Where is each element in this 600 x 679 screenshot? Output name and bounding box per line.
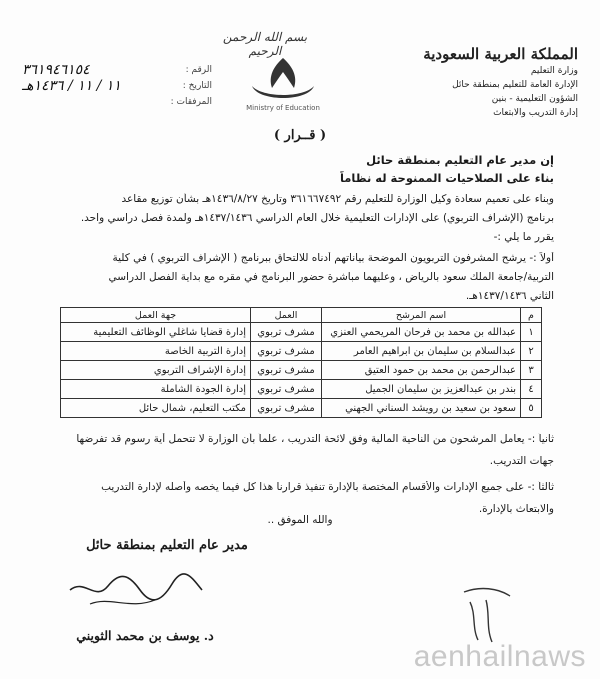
intro-line-3: وبناء على تعميم سعادة وكيل الوزارة للتعليم رقم ٣٦١٦٦٧٤٩٢ وتاريخ ١٤٣٦/٨/٢٧هـ بشأن توزيع مقاعد	[121, 193, 554, 205]
row-num: ٤	[521, 380, 542, 399]
intro-line-5: يقرر ما يلي :-	[493, 231, 554, 243]
affairs-name: الشؤون التعليمية - بنين	[491, 94, 578, 104]
intro-line-1: إن مدير عام التعليم بمنطقة حائل	[366, 153, 554, 167]
stamp-signature	[452, 578, 522, 648]
row-dept: إدارة الجودة الشاملة	[61, 380, 251, 399]
item1-line-2: التربية/جامعة الملك سعود بالرياض ، وعليهما مباشرة حضور البرنامج في مقره مع بداية الفصل الدراسي	[108, 271, 554, 283]
item1-line-3: الثاني ١٤٣٧/١٤٣٦هـ.	[465, 290, 554, 302]
item3-line-1: ثالثاً :- على جميع الإدارات والأقسام المختصة بالإدارة تنفيذ قرارنا هذا كل فيما يخصه وأصله لإدارة التدريب	[101, 481, 554, 493]
row-dept: إدارة التربية الخاصة	[61, 342, 251, 361]
nominees-table	[60, 307, 542, 418]
row-work: مشرف تربوي	[251, 361, 322, 380]
row-work: مشرف تربوي	[251, 323, 322, 342]
reference-block	[22, 62, 212, 110]
document-title: ( قــرار )	[273, 128, 327, 143]
row-num: ٣	[521, 361, 542, 380]
item2-line-1: ثانياً :- يعامل المرشحون من الناحية المالية وفق لائحة التدريب ، علماً بأن الوزارة لا تتحمل أية رسوم قد تفرضها	[76, 433, 554, 445]
row-num: ١	[521, 323, 542, 342]
col-num-header: م	[521, 308, 542, 323]
col-work-header: العمل	[251, 308, 322, 323]
intro-line-2: بناء على الصلاحيات الممنوحة له نظاماً	[339, 171, 554, 185]
item1-line-1: أولاً :- يرشح المشرفون التربويون الموضحة بياناتهم أدناه للالتحاق ببرنامج ( الإشراف التربوي ) في كلية	[112, 252, 554, 264]
row-num: ٥	[521, 399, 542, 418]
table-row	[61, 361, 542, 380]
col-name-header: اسم المرشح	[322, 308, 521, 323]
date-value: ١١ / ١١ / ١٤٣٦هـ	[22, 78, 121, 94]
row-num: ٢	[521, 342, 542, 361]
table-row	[61, 323, 542, 342]
handwritten-signature	[60, 560, 210, 620]
training-dept-name: إدارة التدريب والابتعاث	[493, 108, 578, 118]
signatory-title: مدير عام التعليم بمنطقة حائل	[86, 538, 248, 553]
col-dept-header: جهة العمل	[61, 308, 251, 323]
kingdom-name: المملكة العربية السعودية	[423, 45, 578, 63]
letterhead-right	[408, 44, 578, 120]
table-header-row	[61, 308, 542, 323]
row-name: عبدالرحمن بن محمد بن حمود العتيق	[322, 361, 521, 380]
admin-name: الإدارة العامة للتعليم بمنطقة حائل	[452, 80, 578, 90]
table-row	[61, 380, 542, 399]
logo-caption: Ministry of Education	[246, 104, 320, 112]
attach-row	[22, 94, 212, 110]
ref-value: ٣٦١٩٤٦١٥٤	[22, 62, 90, 78]
item2-line-2: جهات التدريب.	[489, 455, 554, 467]
ref-label: الرقم :	[185, 65, 212, 75]
ministry-name: وزارة التعليم	[530, 66, 578, 76]
row-name: عبدالسلام بن سليمان بن ابراهيم العامر	[322, 342, 521, 361]
attach-label: المرفقات :	[170, 97, 212, 107]
watermark: aenhailnaws	[413, 640, 586, 673]
ministry-logo-icon	[238, 52, 328, 112]
signatory-name: د. يوسف بن محمد الثويني	[76, 628, 214, 643]
table-row	[61, 399, 542, 418]
closing: والله الموفق ..	[267, 514, 333, 526]
row-work: مشرف تربوي	[251, 342, 322, 361]
row-name: سعود بن سعيد بن رويشد السناني الجهني	[322, 399, 521, 418]
row-name: بندر بن عبدالعزيز بن سليمان الجميل	[322, 380, 521, 399]
intro-line-4: برنامج (الإشراف التربوي) على الإدارات التعليمية خلال العام الدراسي ١٤٣٧/١٤٣٦هـ ولمدة فصل دراسي واحد.	[80, 212, 554, 224]
row-dept: إدارة قضايا شاغلي الوظائف التعليمية	[61, 323, 251, 342]
row-work: مشرف تربوي	[251, 399, 322, 418]
date-label: التاريخ :	[182, 81, 212, 91]
row-work: مشرف تربوي	[251, 380, 322, 399]
row-dept: مكتب التعليم، شمال حائل	[61, 399, 251, 418]
row-dept: إدارة الإشراف التربوي	[61, 361, 251, 380]
basmala: بسم الله الرحمن الرحيم	[222, 30, 308, 58]
item3-line-2: والابتعاث بالإدارة.	[478, 503, 554, 515]
table-row	[61, 342, 542, 361]
row-name: عبدالله بن محمد بن فرحان المريحمي العنزي	[322, 323, 521, 342]
ref-row	[22, 62, 212, 78]
date-row	[22, 78, 212, 94]
